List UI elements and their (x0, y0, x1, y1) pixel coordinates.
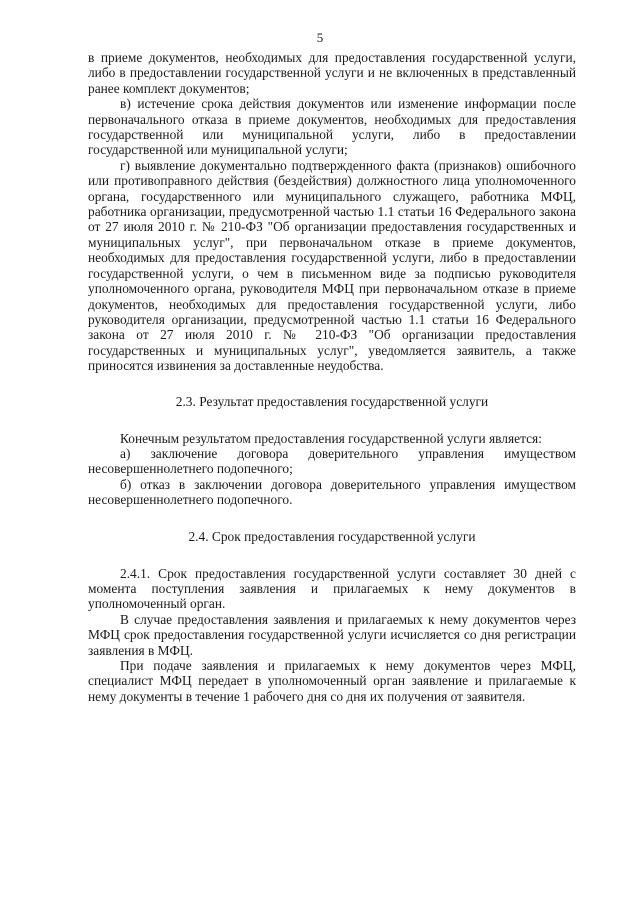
paragraph: в приеме документов, необходимых для предоставления государственной услуги, либо в предоставлении государственной услуги и не включенных в представленный ранее комплект документов; (88, 50, 576, 96)
page-number: 5 (316, 30, 324, 45)
paragraph: В случае предоставления заявления и прилагаемых к нему документов через МФЦ срок предоставления государственной услуги исчисляется со дня регистрации заявления в МФЦ. (88, 611, 576, 658)
paragraph: г) выявление документально подтвержденного факта (признаков) ошибочного или противоправного действия (бездействия) должностного лица уполномоченного органа, государственного или муниципального служащего, работника МФЦ, работника организации, предусмотренной частью 1.1 статьи 16 Федерального закона от 27 июля 2010 г. № 210-ФЗ "Об организации предоставления государственных и муниципальных услуг", при первоначальном отказе в приеме документов, необходимых для предоставления государственной услуги, либо в предоставлении государственной услуги, о чем в письменном виде за подписью руководителя уполномоченного органа, руководителя МФЦ при первоначальном отказе в приеме документов, необходимых для предоставления государственной услуги, либо руководителя организации, предусмотренной частью 1.1 статьи 16 Федерального закона от 27 июля 2010 г. № 210-ФЗ "Об организации предоставления государственных и муниципальных услуг", уведомляется заявитель, а также приносятся извинения за доставленные неудобства. (88, 157, 576, 374)
paragraph: 2.4.1. Срок предоставления государственной услуги составляет 30 дней с момента поступления заявления и прилагаемых к нему документов в уполномоченный орган. (88, 565, 576, 612)
paragraph: в) истечение срока действия документов или изменение информации после первоначального отказа в приеме документов, необходимых для предоставления государственной или муниципальной услуги, либо в предоставлении государственной или муниципальной услуги; (88, 96, 576, 158)
document-body (88, 50, 576, 704)
paragraph: Конечным результатом предоставления государственной услуги является: (120, 430, 542, 446)
paragraph: При подаче заявления и прилагаемых к нему документов через МФЦ, специалист МФЦ передает в уполномоченный орган заявление и прилагаемые к нему документы в течение 1 рабочего дня со дня их получения от заявителя. (88, 658, 576, 704)
paragraph: б) отказ в заключении договора доверительного управления имуществом несовершеннолетнего подопечного. (88, 476, 576, 508)
section-heading-term: 2.4. Срок предоставления государственной услуги (188, 528, 476, 544)
paragraph: а) заключение договора доверительного управления имуществом несовершеннолетнего подопечного; (88, 445, 576, 477)
section-heading-result: 2.3. Результат предоставления государственной услуги (175, 393, 489, 409)
